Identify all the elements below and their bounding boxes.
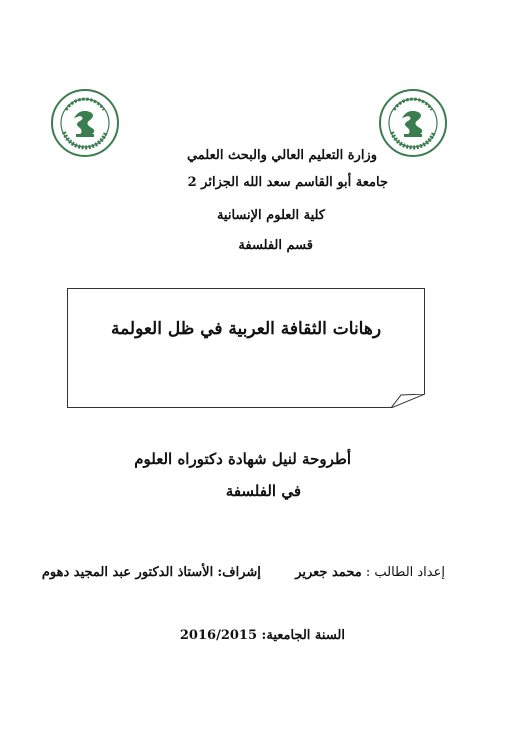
department-name: قسم الفلسفة xyxy=(238,238,313,253)
authors-line xyxy=(42,565,445,580)
supervisor-name: الأستاذ الدكتور عبد المجيد دهوم xyxy=(41,565,214,580)
thesis-degree: أطروحة لنيل شهادة دكتوراه العلوم xyxy=(134,450,351,468)
ministry-name: وزارة التعليم العالي والبحث العلمي xyxy=(186,148,377,163)
student-label: إعداد الطالب : xyxy=(365,565,445,580)
university-seal-icon xyxy=(378,88,448,158)
university-logo-right xyxy=(378,88,448,158)
supervisor-label: إشراف: xyxy=(217,565,261,580)
academic-year xyxy=(180,628,345,643)
faculty-name: كلية العلوم الإنسانية xyxy=(216,208,325,223)
university-seal-icon xyxy=(50,88,120,158)
academic-year-value: 2016/2015 xyxy=(179,628,258,643)
page-fold-icon xyxy=(391,394,425,408)
university-logo-left xyxy=(50,88,120,158)
thesis-title-box xyxy=(67,288,425,408)
thesis-field: في الفلسفة xyxy=(225,482,301,500)
academic-year-label: السنة الجامعية: xyxy=(261,628,345,643)
thesis-title: رهانات الثقافة العربية في ظل العولمة xyxy=(110,319,382,339)
student-name: محمد جعرير xyxy=(295,565,362,580)
university-name: جامعة أبو القاسم سعد الله الجزائر 2 xyxy=(187,175,388,190)
